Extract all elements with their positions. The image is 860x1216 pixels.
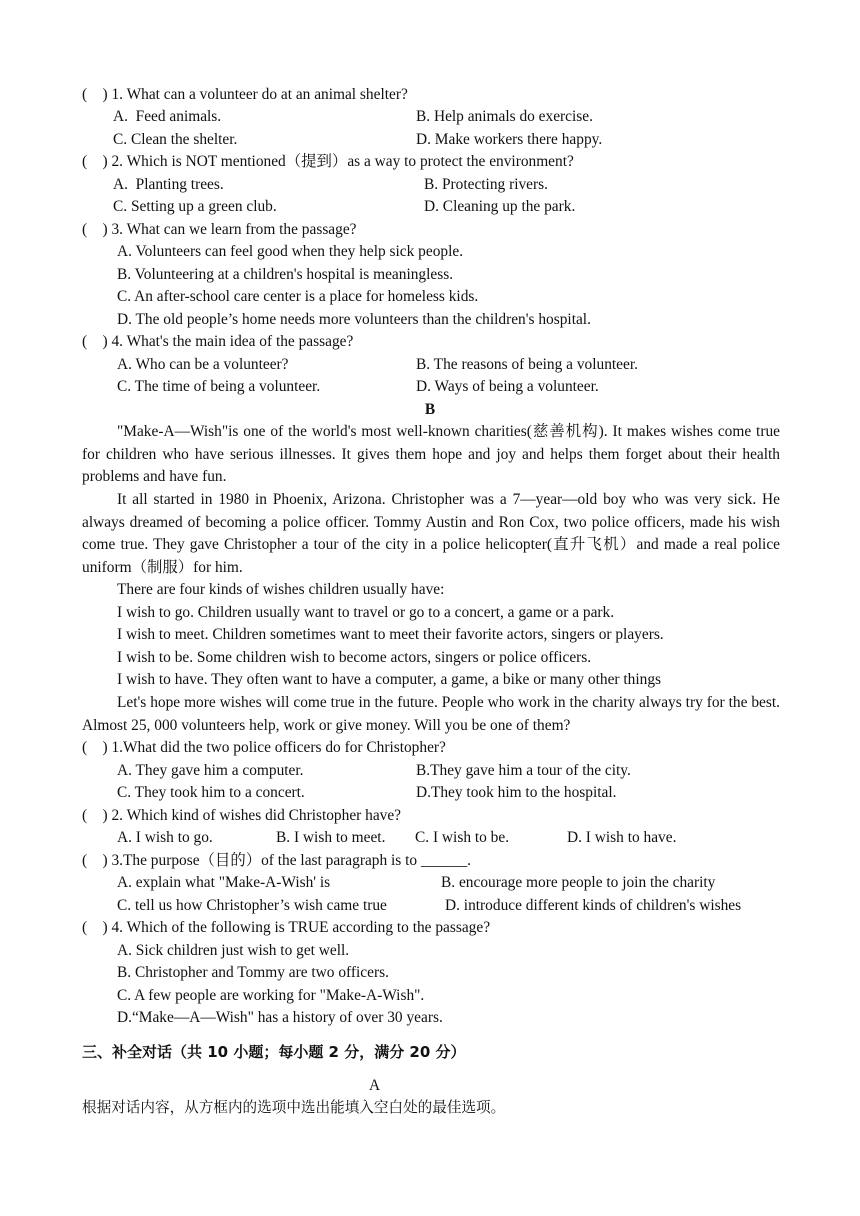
option: A. Volunteers can feel good when they help sick people.	[117, 243, 464, 260]
option: B.They gave him a tour of the city.	[416, 762, 631, 779]
option: A. Sick children just wish to get well.	[117, 942, 350, 959]
option: A. Planting trees.	[113, 176, 224, 193]
passage-line: I wish to go. Children usually want to travel or go to a concert, a game or a park.	[117, 604, 615, 621]
question-stem: ( ) 1.What did the two police officers do for Christopher?	[82, 739, 446, 756]
option: A. They gave him a computer.	[117, 762, 304, 779]
option: B. The reasons of being a volunteer.	[416, 356, 638, 373]
option: C. The time of being a volunteer.	[117, 378, 321, 395]
option: B. Volunteering at a children's hospital is meaningless.	[117, 266, 454, 283]
option: C. I wish to be.	[415, 829, 510, 846]
option: C. An after-school care center is a place for homeless kids.	[117, 288, 479, 305]
option: D. Ways of being a volunteer.	[416, 378, 599, 395]
passage-line: I wish to be. Some children wish to become actors, singers or police officers.	[117, 649, 592, 666]
option: A. explain what "Make-A-Wish' is	[117, 874, 331, 891]
option: A. I wish to go.	[117, 829, 213, 846]
option: A. Feed animals.	[113, 108, 222, 125]
instruction-text: 根据对话内容，从方框内的选项中选出能填入空白处的最佳选项。	[82, 1099, 506, 1116]
question-stem: ( ) 3.The purpose（目的）of the last paragraph is to ______.	[82, 852, 471, 869]
question-stem: ( ) 2. Which kind of wishes did Christopher have?	[82, 807, 402, 824]
passage-line: There are four kinds of wishes children usually have:	[117, 581, 445, 598]
option: D. The old people’s home needs more volunteers than the children's hospital.	[117, 311, 591, 328]
section-subheading: A	[369, 1077, 381, 1094]
passage-heading: B	[424, 401, 436, 418]
question-stem: ( ) 2. Which is NOT mentioned（提到）as a way to protect the environment?	[82, 153, 574, 170]
option: C. A few people are working for "Make-A-Wish".	[117, 987, 425, 1004]
question-stem: ( ) 4. What's the main idea of the passage?	[82, 333, 354, 350]
question-stem: ( ) 1. What can a volunteer do at an animal shelter?	[82, 86, 408, 103]
question-stem: ( ) 3. What can we learn from the passage?	[82, 221, 357, 238]
option: D.“Make—A—Wish" has a history of over 30 years.	[117, 1009, 443, 1026]
option: C. Setting up a green club.	[113, 198, 277, 215]
section-title: 三、补全对话（共 10 小题；每小题 2 分，满分 20 分）	[82, 1043, 466, 1061]
passage-paragraph: "Make-A—Wish"is one of the world's most well-known charities(慈善机构). It makes wishes come true for children who have serious illnesses. It gives them hope and joy and helps them forget about their health problems and have fun.	[82, 423, 780, 486]
option: D.They took him to the hospital.	[416, 784, 617, 801]
option: B. Protecting rivers.	[424, 176, 548, 193]
option: C. They took him to a concert.	[117, 784, 305, 801]
option: B. encourage more people to join the charity	[441, 874, 716, 891]
option: D. Make workers there happy.	[416, 131, 603, 148]
option: D. I wish to have.	[567, 829, 677, 846]
option: A. Who can be a volunteer?	[117, 356, 289, 373]
question-stem: ( ) 4. Which of the following is TRUE according to the passage?	[82, 919, 491, 936]
option: B. Help animals do exercise.	[416, 108, 593, 125]
passage-line: I wish to meet. Children sometimes want to meet their favorite actors, singers or players.	[117, 626, 664, 643]
option: B. I wish to meet.	[276, 829, 386, 846]
passage-paragraph: It all started in 1980 in Phoenix, Arizona. Christopher was a 7—year—old boy who was very sick. He always dreamed of becoming a police officer. Tommy Austin and Ron Cox, two police officers, made his wish come true. They gave Christopher a tour of the city in a police helicopter(直升飞机）and made a real police uniform（制服）for him.	[82, 491, 780, 576]
passage-line: I wish to have. They often want to have a computer, a game, a bike or many other things	[117, 671, 662, 688]
passage-paragraph: Let's hope more wishes will come true in the future. People who work in the charity always try for the best. Almost 25, 000 volunteers help, work or give money. Will you be one of them?	[82, 694, 780, 734]
option: C. tell us how Christopher’s wish came true	[117, 897, 387, 914]
option: D. Cleaning up the park.	[424, 198, 576, 215]
option: B. Christopher and Tommy are two officers.	[117, 964, 389, 981]
option: C. Clean the shelter.	[113, 131, 238, 148]
option: D. introduce different kinds of children's wishes	[445, 897, 742, 914]
